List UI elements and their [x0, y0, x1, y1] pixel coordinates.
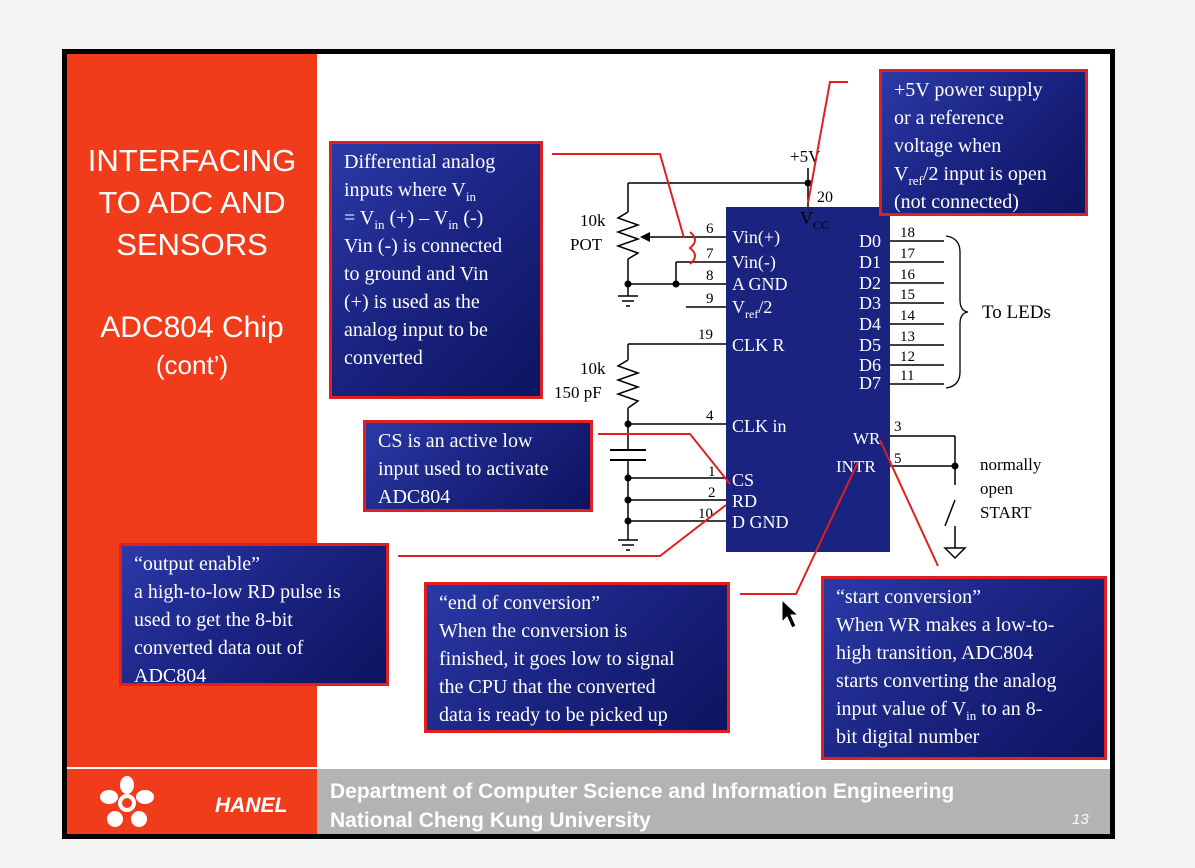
pin-num-7: 7 — [706, 246, 714, 262]
start-switch — [945, 500, 955, 526]
title-line-1: INTERFACING — [87, 143, 297, 178]
callout-end-of-conversion — [424, 582, 730, 733]
pin-num-6: 6 — [706, 221, 714, 237]
pin-d-gnd: D GND — [732, 512, 789, 532]
pin-a-gnd: A GND — [732, 274, 788, 294]
callout-text: converted — [344, 347, 423, 369]
callout-text: (+) is used as the — [344, 291, 480, 313]
pin-d1: D1 — [859, 252, 881, 272]
pin-d6: D6 — [859, 355, 881, 375]
pin-clk-in: CLK in — [732, 416, 787, 436]
callout-text: input used to activate — [378, 458, 549, 480]
title-line-2: TO ADC AND — [98, 185, 286, 220]
pin-vref: $V_{ref}/2$ — [732, 297, 773, 321]
pin-num-19: 19 — [698, 327, 713, 343]
callout-text: analog input to be — [344, 319, 488, 341]
pin-vin-minus: Vin(-) — [732, 252, 776, 272]
pin-num-3: 3 — [894, 419, 902, 435]
callout-output-enable — [119, 543, 389, 686]
callout-text: starts converting the analog — [836, 670, 1057, 692]
pointer-vcc — [808, 82, 848, 203]
supply-label: +5V — [790, 147, 821, 166]
pin-num-14: 14 — [900, 308, 915, 324]
pin-d0: D0 — [859, 231, 881, 251]
pin-num-11: 11 — [900, 368, 915, 384]
callout-text: “end of conversion” — [439, 592, 601, 614]
chip-subtitle: (cont’) — [155, 350, 229, 380]
callout-text: Vin (-) is connected — [344, 235, 503, 257]
switch-label-start: START — [980, 503, 1032, 522]
callout-text: bit digital number — [836, 726, 980, 748]
department-label — [330, 777, 954, 835]
pin-d2: D2 — [859, 273, 881, 293]
pointer-rd — [398, 505, 726, 556]
callout-text: inputs where $V_{in}$ — [344, 179, 476, 204]
pin-num-9: 9 — [706, 291, 714, 307]
pin-wr: WR — [853, 429, 881, 448]
pin-num-2: 2 — [708, 485, 716, 501]
callout-text: input value of $V_{in}$ to an 8- — [836, 698, 1043, 723]
switch-label-open: open — [980, 479, 1014, 498]
pin-cs: CS — [732, 470, 755, 490]
pot-label: POT — [570, 235, 603, 254]
pin-intr: INTR — [836, 457, 876, 476]
pin-num-16: 16 — [900, 267, 915, 283]
callout-text: (not connected) — [894, 191, 1019, 213]
to-leds-label: To LEDs — [982, 302, 1051, 323]
callout-text: voltage when — [894, 135, 1002, 157]
callout-text: a high-to-low RD pulse is — [134, 581, 341, 603]
callout-text: to ground and Vin — [344, 263, 489, 285]
resistor-value: 10k — [580, 359, 606, 378]
callout-text: or a reference — [894, 107, 1004, 129]
pin-num-18: 18 — [900, 225, 915, 241]
callout-differential-inputs — [329, 141, 543, 399]
callout-text: CS is an active low — [378, 430, 533, 452]
pin-num-13: 13 — [900, 329, 915, 345]
pin-num-5: 5 — [894, 451, 902, 467]
clock-resistor — [618, 360, 638, 408]
pin-d4: D4 — [859, 314, 881, 334]
pin-d3: D3 — [859, 293, 881, 313]
pin-num-1: 1 — [708, 464, 716, 480]
pin-vin-plus: Vin(+) — [732, 227, 781, 247]
pin-num-10: 10 — [698, 506, 713, 522]
callout-text: data is ready to be picked up — [439, 704, 668, 726]
pot-value: 10k — [580, 211, 606, 230]
pointer-vin — [552, 154, 684, 238]
vcc-pin-number: 20 — [817, 189, 833, 206]
pin-num-15: 15 — [900, 287, 915, 303]
vcc-label: $V_{CC}$ — [800, 208, 830, 232]
callout-text: +5V power supply — [894, 79, 1043, 101]
department-line-1: Department of Computer Science and Information Engineering — [330, 780, 955, 803]
author-label: HANEL — [215, 794, 288, 817]
capacitor-value: 150 pF — [554, 383, 602, 402]
callout-text: used to get the 8-bit — [134, 609, 293, 631]
page-number: 13 — [1072, 811, 1089, 828]
callout-text: converted data out of — [134, 637, 304, 659]
title-line-3: SENSORS — [116, 227, 268, 262]
mouse-cursor-icon — [782, 600, 798, 628]
university-logo-icon — [94, 775, 160, 831]
callout-text: = $V_{in}$ (+) – $V_{in}$ (-) — [344, 207, 484, 232]
pin-rd: RD — [732, 491, 758, 511]
department-line-2: National Cheng Kung University — [330, 809, 651, 832]
pin-d7: D7 — [859, 373, 881, 393]
chip-title: ADC804 Chip — [100, 311, 284, 344]
callout-text: high transition, ADC804 — [836, 642, 1034, 664]
callout-start-conversion — [821, 576, 1107, 760]
pin-num-4: 4 — [706, 408, 714, 424]
pin-num-8: 8 — [706, 268, 714, 284]
callout-text: the CPU that the converted — [439, 676, 656, 698]
callout-text: finished, it goes low to signal — [439, 648, 675, 670]
switch-label-normally: normally — [980, 455, 1042, 474]
pin-num-17: 17 — [900, 246, 915, 262]
callout-text: ADC804 — [134, 665, 207, 687]
callout-text: “start conversion” — [836, 586, 981, 608]
callout-text: ADC804 — [378, 486, 451, 508]
callout-text: When WR makes a low-to- — [836, 614, 1055, 636]
callout-text: “output enable” — [134, 553, 261, 575]
led-bus-brace — [946, 236, 968, 388]
pin-num-12: 12 — [900, 349, 915, 365]
callout-text: Differential analog — [344, 151, 496, 173]
pot-resistor — [618, 212, 638, 259]
callout-text: When the conversion is — [439, 620, 628, 642]
callout-text: $V_{ref}/2$ input is open — [894, 163, 1047, 188]
callout-chip-select — [363, 420, 593, 512]
pin-clk-r: CLK R — [732, 335, 785, 355]
pin-d5: D5 — [859, 335, 881, 355]
callout-power-supply — [879, 69, 1088, 216]
